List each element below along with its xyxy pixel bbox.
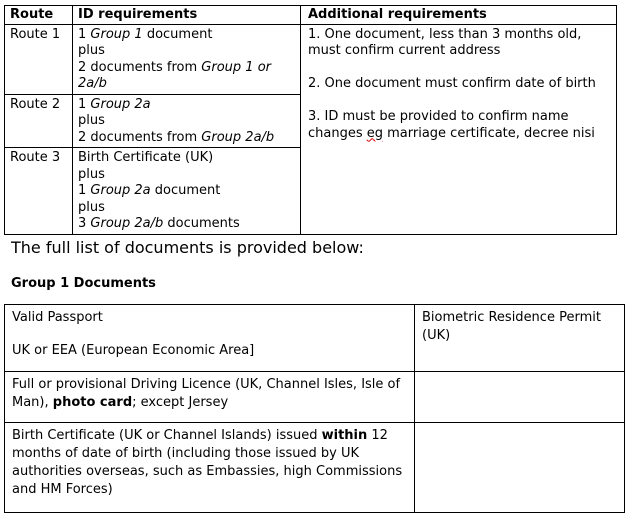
route-3-line-5: 3 Group 2a/b documents <box>78 216 240 231</box>
route-2-line-3: 2 documents from Group 2a/b <box>78 129 275 145</box>
spacer <box>308 60 611 77</box>
header-additional-requirements: Additional requirements <box>301 6 617 25</box>
additional-item-2: 2. One document must confirm date of birth <box>308 76 596 91</box>
group-1-cell-biometric <box>415 305 625 372</box>
route-1-name: Route 1 <box>5 24 73 94</box>
group-1-cell-passport <box>5 305 415 372</box>
group-1-row <box>5 423 625 513</box>
route-3-name: Route 3 <box>5 148 73 235</box>
route-1-requirements <box>73 24 301 94</box>
group-1-row <box>5 372 625 423</box>
route-3-line-1: Birth Certificate (UK) <box>78 150 214 165</box>
route-1-row <box>5 24 617 94</box>
additional-item-3-line-1: 3. ID must be provided to confirm name <box>308 109 569 124</box>
group-1-cell-empty <box>415 372 625 423</box>
group-1-cell-driving-licence: Full or provisional Driving Licence (UK, Channel Isles, Isle of Man), photo card; except Jersey <box>5 372 415 423</box>
group-1-cell-birth-certificate: Birth Certificate (UK or Channel Islands) issued within 12 months of date of birth (including those issued by UK authorities overseas, such as Embassies, high Commissions and HM Forces) <box>5 423 415 513</box>
route-2-name: Route 2 <box>5 94 73 148</box>
group-1-heading: Group 1 Documents <box>11 276 156 291</box>
routes-header-row <box>5 6 617 25</box>
group-1-row <box>5 305 625 372</box>
route-2-requirements <box>73 94 301 148</box>
route-3-requirements <box>73 148 301 235</box>
route-3-line-2: plus <box>78 166 105 182</box>
route-1-line-2: plus <box>78 43 105 58</box>
route-3-line-4: plus <box>78 199 105 215</box>
spacer <box>12 327 406 342</box>
additional-item-1-line-2: must confirm current address <box>308 43 501 58</box>
route-3-line-3: 1 Group 2a document <box>78 183 221 198</box>
group-1-table <box>4 304 625 513</box>
header-id-requirements: ID requirements <box>73 6 301 25</box>
spacer <box>308 93 611 110</box>
additional-item-1-line-1: 1. One document, less than 3 months old, <box>308 26 582 42</box>
group-1-cell-empty <box>415 423 625 513</box>
route-2-line-2: plus <box>78 113 105 128</box>
additional-requirements-cell <box>301 24 617 234</box>
header-route: Route <box>5 6 73 25</box>
documents-intro: The full list of documents is provided below: <box>11 238 364 257</box>
routes-table <box>4 5 617 235</box>
route-2-line-1: 1 Group 2a <box>78 96 151 112</box>
passport-detail: UK or EEA (European Economic Area] <box>12 343 255 358</box>
additional-item-3-line-2: changes eg marriage certificate, decree nisi <box>308 125 595 141</box>
passport-label: Valid Passport <box>12 310 103 325</box>
route-1-line-3: 2 documents from Group 1 or <box>78 59 271 75</box>
route-1-line-4: 2a/b <box>78 76 107 91</box>
spellcheck-word: eg <box>366 125 383 141</box>
biometric-permit-label: Biometric Residence Permit (UK) <box>422 310 601 343</box>
route-1-line-1: 1 Group 1 document <box>78 26 213 42</box>
